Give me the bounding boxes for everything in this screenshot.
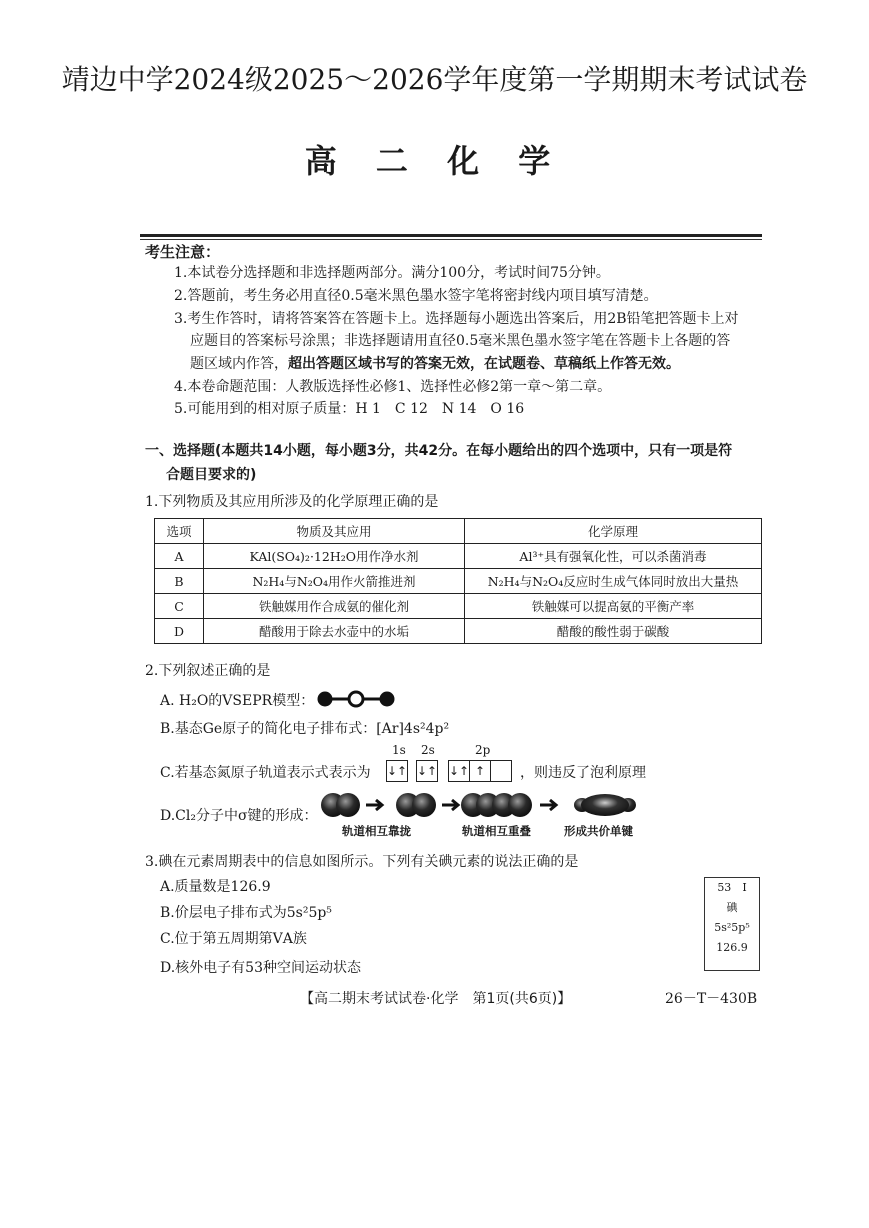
table-cell: 铁触媒用作合成氨的催化剂 [204, 594, 465, 619]
table-cell: N₂H₄与N₂O₄用作火箭推进剂 [204, 569, 465, 594]
notice-item-3-end [190, 355, 680, 373]
table-row [155, 569, 762, 594]
header-divider [140, 234, 762, 237]
question-2-option-b: B.基态Ge原子的简化电子排布式：[Ar]4s²4p² [160, 721, 450, 737]
page-footer: 【高二期末考试试卷·化学 第1页(共6页)】 [300, 991, 572, 1007]
question-1-table [154, 518, 762, 644]
orbital-arrows [491, 761, 511, 781]
cl2-label-overlap: 轨道相互重叠 [462, 824, 531, 838]
table-cell: KAl(SO₄)₂·12H₂O用作净水剂 [204, 544, 465, 569]
table-row [155, 594, 762, 619]
header-divider-thin [140, 239, 762, 240]
cl2-label-single-bond: 形成共价单键 [564, 824, 633, 838]
notice-item-2: 2.答题前，考生务必用直径0.5毫米黑色墨水签字笔将密封线内项目填写清楚。 [174, 288, 658, 304]
section-heading-cont: 合题目要求的) [166, 467, 257, 483]
table-cell: 醋酸用于除去水壶中的水垢 [204, 619, 465, 644]
table-cell: Al³⁺具有强氧化性，可以杀菌消毒 [465, 544, 762, 569]
question-2-option-c-post: ，则违反了泡利原理 [520, 765, 646, 781]
element-number-symbol [705, 878, 759, 898]
question-1-stem: 1.下列物质及其应用所涉及的化学原理正确的是 [145, 494, 439, 510]
element-mass: 126.9 [716, 941, 748, 954]
table-cell: B [155, 569, 204, 594]
table-cell: N₂H₄与N₂O₄反应时生成气体同时放出大量热 [465, 569, 762, 594]
question-2-stem: 2.下列叙述正确的是 [145, 663, 271, 679]
cl2-label-approach: 轨道相互靠拢 [342, 824, 411, 838]
orbital-box-2s [416, 760, 438, 782]
element-config: 5s²5p⁵ [714, 921, 750, 934]
table-cell: A [155, 544, 204, 569]
table-header-row [155, 519, 762, 544]
notice-item-1: 1.本试卷分选择题和非选择题两部分。满分100分，考试时间75分钟。 [174, 265, 610, 281]
subject-title: 高 二 化 学 [304, 142, 565, 180]
question-2-option-d: D.Cl₂分子中σ键的形成： [160, 808, 318, 824]
paper-code: 26－T－430B [665, 991, 758, 1007]
notice-item-3-cont: 应题目的答案标号涂黑；非选择题请用直径0.5毫米黑色墨水签字笔在答题卡上各题的答 [190, 333, 731, 349]
orbital-label-2s: 2s [421, 743, 435, 757]
orbital-box-1s [386, 760, 408, 782]
element-number: 53 [717, 881, 732, 894]
orbital-box-2p [448, 760, 512, 782]
table-header-cell: 选项 [155, 519, 204, 544]
orbital-label-1s: 1s [392, 743, 406, 757]
notice-heading: 考生注意： [145, 243, 221, 261]
table-cell: D [155, 619, 204, 644]
notice-item-4: 4.本卷命题范围：人教版选择性必修1、选择性必修2第一章～第二章。 [174, 379, 612, 395]
table-header-cell: 化学原理 [465, 519, 762, 544]
iodine-element-card [704, 877, 760, 971]
question-3-option-a: A.质量数是126.9 [160, 879, 271, 895]
orbital-label-2p: 2p [475, 743, 491, 757]
notice-item-3-text: 题区域内作答， [190, 356, 288, 372]
section-heading: 一、选择题(本题共14小题，每小题3分，共42分。在每小题给出的四个选项中，只有一项是符 [145, 443, 733, 459]
question-3-stem: 3.碘在元素周期表中的信息如图所示。下列有关碘元素的说法正确的是 [145, 854, 579, 870]
question-3-option-c: C.位于第五周期第ⅤA族 [160, 931, 307, 947]
table-row [155, 544, 762, 569]
orbital-arrows: ↑ [470, 761, 491, 781]
table-header-cell: 物质及其应用 [204, 519, 465, 544]
table-cell: C [155, 594, 204, 619]
table-row [155, 619, 762, 644]
question-3-option-d: D.核外电子有53种空间运动状态 [160, 960, 361, 976]
cl2-bond-formation-diagram [320, 788, 650, 822]
element-symbol: I [742, 881, 747, 894]
question-2-option-c-pre: C.若基态氮原子轨道表示式表示为 [160, 765, 371, 781]
vsepr-model-icon [316, 690, 396, 708]
question-3-option-b: B.价层电子排布式为5s²5p⁵ [160, 905, 332, 921]
element-name: 碘 [726, 901, 738, 914]
question-2-option-a: A. H₂O的VSEPR模型： [160, 693, 315, 709]
orbital-arrows: ↓↑ [417, 764, 438, 778]
table-cell: 醋酸的酸性弱于碳酸 [465, 619, 762, 644]
table-cell: 铁触媒可以提高氨的平衡产率 [465, 594, 762, 619]
orbital-arrows: ↓↑ [387, 764, 408, 778]
orbital-arrows: ↓↑ [449, 761, 470, 781]
exam-title: 靖边中学2024级2025～2026学年度第一学期期末考试试卷 [61, 63, 808, 96]
notice-item-5: 5.可能用到的相对原子质量：H 1 C 12 N 14 O 16 [174, 401, 525, 417]
notice-warning: 超出答题区域书写的答案无效，在试题卷、草稿纸上作答无效。 [288, 356, 680, 372]
notice-item-3: 3.考生作答时，请将答案答在答题卡上。选择题每小题选出答案后，用2B铅笔把答题卡上对 [174, 311, 739, 327]
